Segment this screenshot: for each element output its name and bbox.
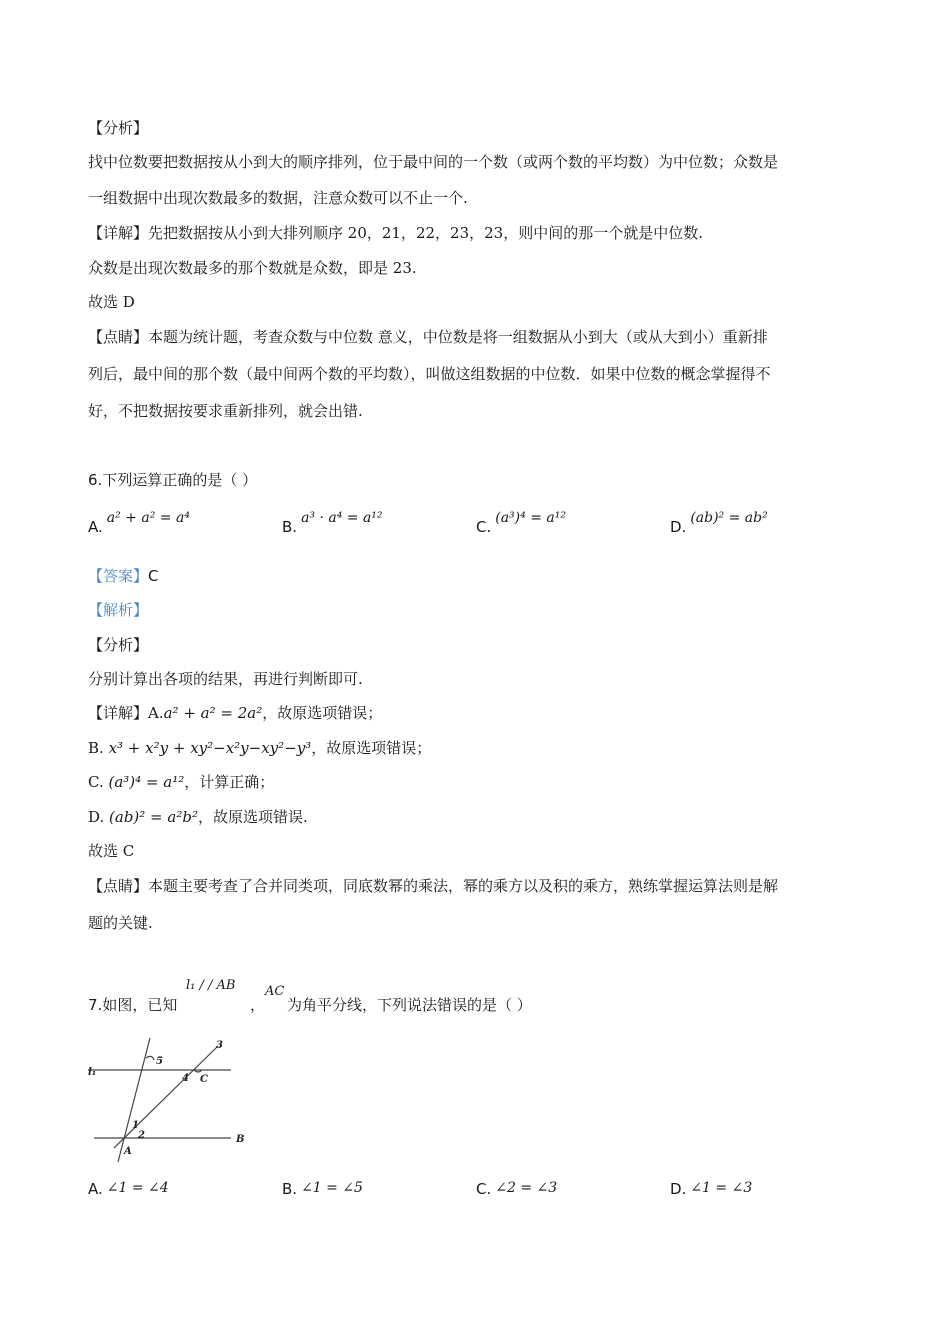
q6-detail-a-tail: ，故原选项错误； — [262, 704, 383, 722]
q6-dianjing2: 题的关键. — [88, 914, 153, 932]
q6-detail-a-expr: a² + a² = 2a² — [163, 704, 263, 722]
label-3: 3 — [216, 1040, 223, 1051]
q6-detail-c-tail: ，计算正确； — [184, 773, 275, 791]
q7-stem-a: 如图，已知 — [102, 996, 178, 1014]
q6-option-a-expr: a² + a² = a⁴ — [106, 510, 190, 526]
q6-answer: C — [148, 567, 159, 585]
q7-stem-line — [88, 995, 177, 1015]
label-2: 2 — [138, 1130, 145, 1141]
q6-fenxi: 分别计算出各项的结果，再进行判断即可. — [88, 670, 363, 688]
q6-option-b — [282, 510, 383, 536]
q7-option-c-label: C. — [476, 1180, 492, 1198]
q5-dianjing3: 好，不把数据按要求重新排列，就会出错. — [88, 402, 363, 420]
q7-geometry-figure — [86, 1030, 256, 1165]
q6-detail-c — [88, 772, 274, 792]
q7-l1-parallel-ab: l₁ / / AB — [186, 978, 236, 993]
q7-stem-b: 为角平分线，下列说法错误的是（ ） — [287, 996, 532, 1014]
q6-option-c-label: C. — [476, 518, 492, 536]
q6-detail-d-head: D. — [88, 808, 110, 826]
q6-detail-b-tail: ，故原选项错误； — [311, 739, 432, 757]
q6-option-a — [88, 510, 190, 536]
q7-option-c-expr: ∠2 = ∠3 — [495, 1180, 558, 1196]
q6-detail-d-tail: ，故原选项错误. — [197, 808, 308, 826]
label-5: 5 — [156, 1056, 163, 1067]
label-4: 4 — [182, 1073, 189, 1084]
q7-option-d — [670, 1180, 752, 1198]
q6-detail-b-expr: x³ + x²y + xy²−x²y−xy²−y³ — [108, 739, 312, 757]
q6-dianjing1: 【点睛】本题主要考查了合并同类项，同底数幂的乘法，幂的乘方以及积的乘方，熟练掌握运算法则是解 — [88, 877, 779, 895]
q6-jiexi-tag: 【解析】 — [88, 601, 149, 619]
q5-guxuan: 故选 D — [88, 293, 135, 311]
q6-answer-line — [88, 566, 159, 586]
q7-comma: ， — [250, 996, 266, 1014]
label-1: 1 — [132, 1120, 139, 1131]
q7-option-b-expr: ∠1 = ∠5 — [301, 1180, 363, 1196]
q6-detail-d-expr: (ab)² = a²b² — [109, 808, 198, 826]
label-a: A — [124, 1146, 132, 1157]
transversal-line — [118, 1038, 150, 1162]
q6-detail-a-tag: 【详解】A. — [88, 704, 164, 722]
q7-option-b-label: B. — [282, 1180, 298, 1198]
q6-option-c-expr: (a³)⁴ = a¹² — [495, 510, 566, 526]
q5-dianjing2: 列后，最中间的那个数（最中间两个数的平均数），叫做这组数据的中位数．如果中位数的概念掌握得不 — [88, 365, 771, 383]
label-c: C — [200, 1074, 208, 1085]
q6-number: 6. — [88, 471, 103, 489]
label-l1: l₁ — [88, 1067, 97, 1078]
q7-ac: AC — [265, 984, 285, 999]
q6-option-b-label: B. — [282, 518, 298, 536]
q5-dianjing1: 【点睛】本题为统计题，考查众数与中位数 意义，中位数是将一组数据从小到大（或从大到小）重新排 — [88, 328, 768, 346]
q5-xiangjie: 【详解】先把数据按从小到大排列顺序 20，21，22，23，23，则中间的那一个就是中位数. — [88, 224, 703, 242]
q6-detail-a — [88, 703, 382, 723]
q5-xiangjie2: 众数是出现次数最多的那个数就是众数，即是 23. — [88, 259, 417, 277]
q6-stem: 下列运算正确的是（ ） — [102, 471, 258, 489]
q6-stem-line — [88, 470, 257, 490]
q7-option-d-label: D. — [670, 1180, 687, 1198]
q6-detail-d — [88, 807, 308, 827]
q7-option-a-label: A. — [88, 1180, 103, 1198]
q5-fenxi-line2: 一组数据中出现次数最多的数据，注意众数可以不止一个. — [88, 189, 468, 207]
q7-option-a — [88, 1180, 169, 1198]
q6-option-b-expr: a³ · a⁴ = a¹² — [301, 510, 383, 526]
q6-option-a-label: A. — [88, 518, 103, 536]
q6-option-d-label: D. — [670, 518, 687, 536]
q6-guxuan: 故选 C — [88, 842, 135, 860]
label-b: B — [236, 1134, 245, 1145]
bisector-ac-line — [114, 1046, 218, 1148]
q5-fenxi-tag: 【分析】 — [88, 119, 149, 137]
q6-detail-c-head: C. — [88, 773, 109, 791]
q6-option-c — [476, 510, 566, 536]
q7-option-c — [476, 1180, 557, 1198]
q5-fenxi-line1: 找中位数要把数据按从小到大的顺序排列，位于最中间的一个数（或两个数的平均数）为中位数；众数是 — [88, 153, 779, 171]
q7-option-a-expr: ∠1 = ∠4 — [106, 1180, 169, 1196]
angle-5-arc — [146, 1056, 154, 1060]
q6-option-d — [670, 510, 768, 536]
q6-answer-tag: 【答案】 — [88, 567, 149, 585]
q6-detail-c-expr: (a³)⁴ = a¹² — [108, 773, 185, 791]
q7-option-b — [282, 1180, 363, 1198]
q6-option-d-expr: (ab)² = ab² — [690, 510, 768, 526]
q6-fenxi-tag: 【分析】 — [88, 636, 149, 654]
q6-detail-b — [88, 738, 431, 758]
q7-option-d-expr: ∠1 = ∠3 — [690, 1180, 753, 1196]
q7-number: 7. — [88, 996, 103, 1014]
q6-detail-b-head: B. — [88, 739, 109, 757]
